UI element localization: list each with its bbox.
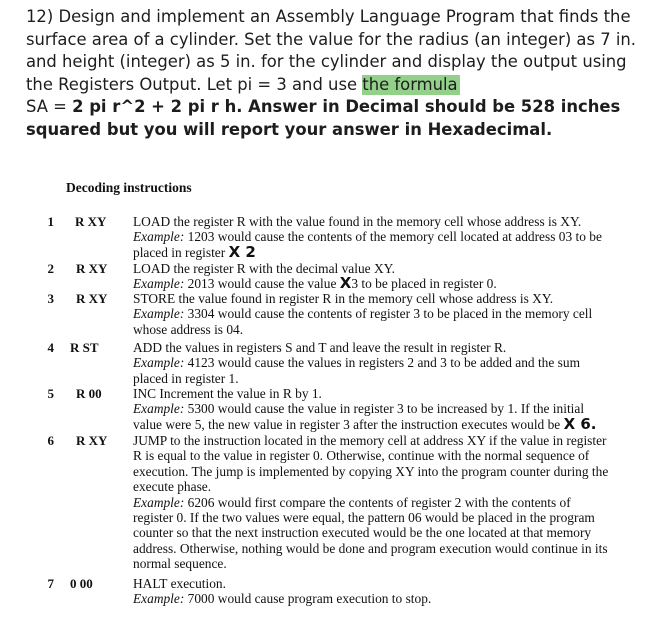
instruction-description — [133, 576, 613, 607]
problem-text: 12) Design and implement an Assembly Language Program that finds the surface area of a cylinder. Set the value for the radius (an integer) as 7 in. and height (integer) as 5 in. for the cylinder and display the output using the Registers Output. Let pi = 3 and use — [26, 7, 637, 94]
example-text-end: 3 to be placed in register 0. — [351, 276, 497, 292]
instruction-format: R XY — [76, 433, 108, 448]
instruction-description — [133, 214, 613, 260]
instruction-number: 4 — [47, 340, 54, 355]
example-text: 2013 would cause the value — [184, 276, 340, 292]
example-label: Example: — [133, 401, 185, 417]
example-label: Example: — [133, 276, 185, 292]
instruction-format: R XY — [76, 291, 108, 306]
example-text: 3304 would cause the contents of register 3 to be placed in the memory cell whose address is 04. — [133, 306, 593, 337]
example-text: 1203 would cause the contents of the memory cell located at address 03 to be placed in register — [133, 229, 602, 260]
instruction-format: R XY — [76, 261, 108, 276]
instruction-number: 7 — [47, 576, 54, 591]
instruction-text: LOAD the register R with the value found in the memory cell whose address is XY. — [133, 214, 582, 229]
instruction-number: 5 — [47, 386, 54, 401]
example-label: Example: — [133, 591, 185, 607]
instruction-text: ADD the values in registers S and T and leave the result in register R. — [133, 340, 507, 355]
handwritten-correction: X 6. — [563, 414, 597, 433]
instruction-text: LOAD the register R with the decimal value XY. — [133, 261, 395, 276]
example-text: 6206 would first compare the contents of register 2 with the contents of register 0. If the two values were equal, the pattern 06 would be placed in the program counter so that the next instruction executed would be the one located at that memory address. Otherwise, nothing would be done and program execution would continue in its normal sequence. — [133, 494, 608, 572]
instruction-format: R XY — [75, 214, 107, 229]
instruction-text: INC Increment the value in R by 1. — [133, 386, 322, 401]
instruction-number: 1 — [47, 214, 54, 229]
formula-bold-text: 2 pi r^2 + 2 pi r h. Answer in Decimal should be 528 inches squared but you will report your answer in Hexadecimal. — [26, 97, 621, 139]
instruction-description — [133, 340, 613, 386]
instruction-format: R ST — [70, 340, 99, 355]
example-text: 7000 would cause program execution to stop. — [184, 591, 432, 607]
instruction-format: 0 00 — [70, 576, 93, 591]
instruction-number: 3 — [47, 291, 54, 306]
highlighted-text: the formula — [362, 74, 458, 94]
example-label: Example: — [133, 494, 185, 510]
instruction-text: STORE the value found in register R in the memory cell whose address is XY. — [133, 291, 554, 306]
instruction-number: 2 — [47, 261, 54, 276]
instruction-number: 6 — [47, 433, 54, 448]
formula-prefix: SA = — [26, 97, 73, 116]
example-text: 5300 would cause the value in register 3 to be increased by 1. If the initial value were 5, the new value in register 3 after the instruction executes would be — [133, 401, 585, 432]
instruction-description — [133, 291, 613, 337]
instruction-description — [133, 386, 613, 432]
example-label: Example: — [133, 306, 185, 322]
instruction-text: JUMP to the instruction located in the memory cell at address XY if the value in register R is equal to the value in register 0. Otherwise, continue with the normal sequence of execution. The jump is implemented by copying XY into the program counter during the execute phase. — [133, 433, 609, 495]
decoding-title: Decoding instructions — [66, 180, 192, 195]
instruction-description — [133, 433, 613, 572]
example-label: Example: — [133, 355, 185, 371]
instruction-text: HALT execution. — [133, 576, 226, 591]
handwritten-correction: X 2 — [228, 242, 256, 261]
example-label: Example: — [133, 229, 185, 245]
instruction-description — [133, 261, 613, 292]
instruction-format: R 00 — [76, 386, 102, 401]
handwritten-correction: X — [339, 274, 352, 293]
example-text: 4123 would cause the values in registers 2 and 3 to be added and the sum placed in register 1. — [133, 355, 580, 386]
